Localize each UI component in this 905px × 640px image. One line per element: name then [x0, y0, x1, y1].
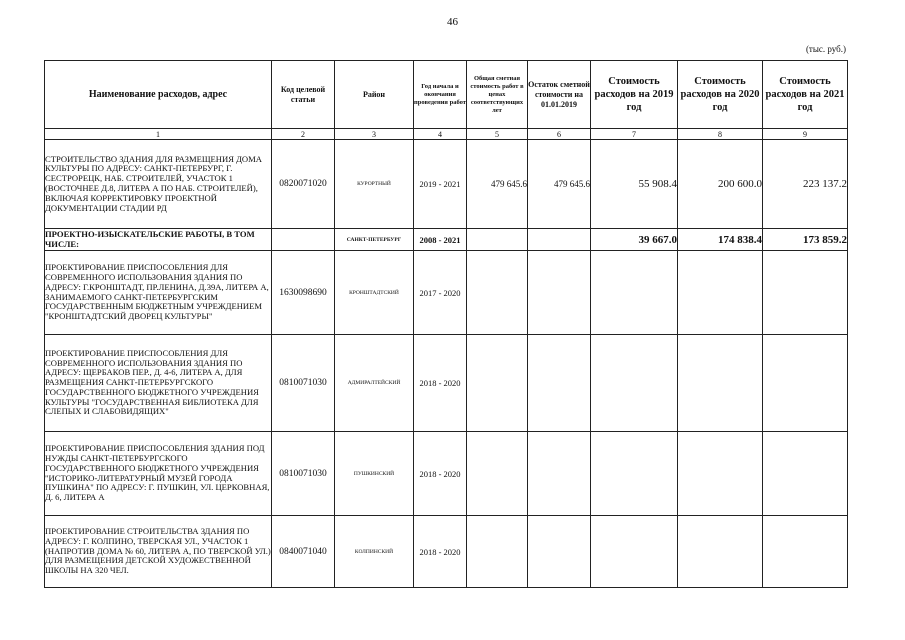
remaining-cost	[528, 516, 591, 588]
target-code: 1630098690	[272, 251, 335, 335]
work-period: 2019 - 2021	[414, 140, 467, 229]
expense-name: ПРОЕКТИРОВАНИЕ СТРОИТЕЛЬСТВА ЗДАНИЯ ПО АДРЕСУ: Г. КОЛПИНО, ТВЕРСКАЯ УЛ., УЧАСТОК 1 (НАПРОТИВ ДОМА № 60, ЛИТЕРА А, ПО ТВЕРСКОЙ УЛ.) ДЛЯ РАЗМЕЩЕНИЯ ДЕТСКОЙ ХУДОЖЕСТВЕННОЙ ШКОЛЫ НА 320 ЧЕЛ.	[45, 516, 272, 588]
cost-2019	[591, 516, 678, 588]
header-cost-2019: Стоимость расходов на 2019 год	[591, 61, 678, 129]
target-code: 0810071030	[272, 335, 335, 432]
work-period: 2018 - 2020	[414, 516, 467, 588]
cost-2020	[678, 516, 763, 588]
column-number: 3	[335, 129, 414, 140]
district: КУРОРТНЫЙ	[335, 140, 414, 229]
header-cost-2020: Стоимость расходов на 2020 год	[678, 61, 763, 129]
work-period: 2018 - 2020	[414, 335, 467, 432]
cost-2021	[763, 335, 848, 432]
header-remaining-cost: Остаток сметной стоимости на 01.01.2019	[528, 61, 591, 129]
total-cost	[467, 251, 528, 335]
column-number: 7	[591, 129, 678, 140]
cost-2021	[763, 251, 848, 335]
cost-2021	[763, 516, 848, 588]
header-code: Код целевой статьи	[272, 61, 335, 129]
work-period: 2017 - 2020	[414, 251, 467, 335]
page-number: 46	[447, 16, 458, 28]
cost-2020: 200 600.0	[678, 140, 763, 229]
table-row	[45, 229, 848, 251]
cost-2019	[591, 432, 678, 516]
column-number: 8	[678, 129, 763, 140]
units-note: (тыс. руб.)	[805, 44, 846, 54]
table-row	[45, 251, 848, 335]
header-total-cost: Общая сметная стоимость работ в ценах соответствующих лет	[467, 61, 528, 129]
expense-table	[44, 60, 848, 588]
cost-2021: 173 859.2	[763, 229, 848, 251]
total-cost	[467, 335, 528, 432]
header-period: Год начала и окончания проведения работ	[414, 61, 467, 129]
cost-2020	[678, 335, 763, 432]
column-number: 1	[45, 129, 272, 140]
district: КРОНШТАДТСКИЙ	[335, 251, 414, 335]
column-number: 9	[763, 129, 848, 140]
district: САНКТ-ПЕТЕРБУРГ	[335, 229, 414, 251]
remaining-cost	[528, 229, 591, 251]
cost-2019: 55 908.4	[591, 140, 678, 229]
work-period: 2008 - 2021	[414, 229, 467, 251]
column-number: 5	[467, 129, 528, 140]
cost-2021	[763, 432, 848, 516]
target-code	[272, 229, 335, 251]
cost-2020: 174 838.4	[678, 229, 763, 251]
remaining-cost	[528, 335, 591, 432]
header-district: Район	[335, 61, 414, 129]
total-cost	[467, 229, 528, 251]
district: КОЛПИНСКИЙ	[335, 516, 414, 588]
expense-name: ПРОЕКТИРОВАНИЕ ПРИСПОСОБЛЕНИЯ ДЛЯ СОВРЕМЕННОГО ИСПОЛЬЗОВАНИЯ ЗДАНИЯ ПО АДРЕСУ: Г.КРОНШТАДТ, ПР.ЛЕНИНА, Д.39А, ЛИТЕРА А, ЗАНИМАЕМОГО САНКТ-ПЕТЕРБУРГСКИМ ГОСУДАРСТВЕННЫМ БЮДЖЕТНЫМ УЧРЕЖДЕНИЕМ "КРОНШТАДТСКИЙ ДВОРЕЦ КУЛЬТУРЫ"	[45, 251, 272, 335]
table-row	[45, 432, 848, 516]
header-row	[45, 61, 848, 129]
expense-name: ПРОЕКТИРОВАНИЕ ПРИСПОСОБЛЕНИЯ ДЛЯ СОВРЕМЕННОГО ИСПОЛЬЗОВАНИЯ ЗДАНИЯ ПО АДРЕСУ: ЩЕРБАКОВ ПЕР., Д. 4-6, ЛИТЕРА А, ДЛЯ РАЗМЕЩЕНИЯ САНКТ-ПЕТЕРБУРГСКОГО ГОСУДАРСТВЕННОГО БЮДЖЕТНОГО УЧРЕЖДЕНИЯ КУЛЬТУРЫ "ГОСУДАРСТВЕННАЯ БИБЛИОТЕКА ДЛЯ СЛЕПЫХ И СЛАБОВИДЯЩИХ"	[45, 335, 272, 432]
expense-name: СТРОИТЕЛЬСТВО ЗДАНИЯ ДЛЯ РАЗМЕЩЕНИЯ ДОМА КУЛЬТУРЫ ПО АДРЕСУ: САНКТ-ПЕТЕРБУРГ, Г. СЕСТРОРЕЦК, НАБ. СТРОИТЕЛЕЙ, УЧАСТОК 1 (ВОСТОЧНЕЕ Д.8, ЛИТЕРА А ПО НАБ. СТРОИТЕЛЕЙ), ВКЛЮЧАЯ КОРРЕКТИРОВКУ ПРОЕКТНОЙ ДОКУМЕНТАЦИИ СТАДИИ РД	[45, 140, 272, 229]
remaining-cost: 479 645.6	[528, 140, 591, 229]
district: АДМИРАЛТЕЙСКИЙ	[335, 335, 414, 432]
target-code: 0820071020	[272, 140, 335, 229]
target-code: 0810071030	[272, 432, 335, 516]
remaining-cost	[528, 251, 591, 335]
column-number: 4	[414, 129, 467, 140]
target-code: 0840071040	[272, 516, 335, 588]
district: ПУШКИНСКИЙ	[335, 432, 414, 516]
remaining-cost	[528, 432, 591, 516]
total-cost	[467, 432, 528, 516]
cost-2019	[591, 335, 678, 432]
column-number: 2	[272, 129, 335, 140]
expense-name: ПРОЕКТНО-ИЗЫСКАТЕЛЬСКИЕ РАБОТЫ, В ТОМ ЧИСЛЕ:	[45, 229, 272, 251]
column-number-row	[45, 129, 848, 140]
total-cost: 479 645.6	[467, 140, 528, 229]
cost-2020	[678, 251, 763, 335]
expense-name: ПРОЕКТИРОВАНИЕ ПРИСПОСОБЛЕНИЯ ЗДАНИЯ ПОД НУЖДЫ САНКТ-ПЕТЕРБУРГСКОГО ГОСУДАРСТВЕННОГО БЮДЖЕТНОГО УЧРЕЖДЕНИЯ "ИСТОРИКО-ЛИТЕРАТУРНЫЙ МУЗЕЙ ГОРОДА ПУШКИНА" ПО АДРЕСУ: Г. ПУШКИН, УЛ. ЦЕРКОВНАЯ, Д. 6, ЛИТЕРА А	[45, 432, 272, 516]
cost-2019: 39 667.0	[591, 229, 678, 251]
cost-2020	[678, 432, 763, 516]
table-row	[45, 140, 848, 229]
cost-2021: 223 137.2	[763, 140, 848, 229]
column-number: 6	[528, 129, 591, 140]
table-row	[45, 335, 848, 432]
header-cost-2021: Стоимость расходов на 2021 год	[763, 61, 848, 129]
total-cost	[467, 516, 528, 588]
header-name: Наименование расходов, адрес	[45, 61, 272, 129]
work-period: 2018 - 2020	[414, 432, 467, 516]
cost-2019	[591, 251, 678, 335]
table-row	[45, 516, 848, 588]
